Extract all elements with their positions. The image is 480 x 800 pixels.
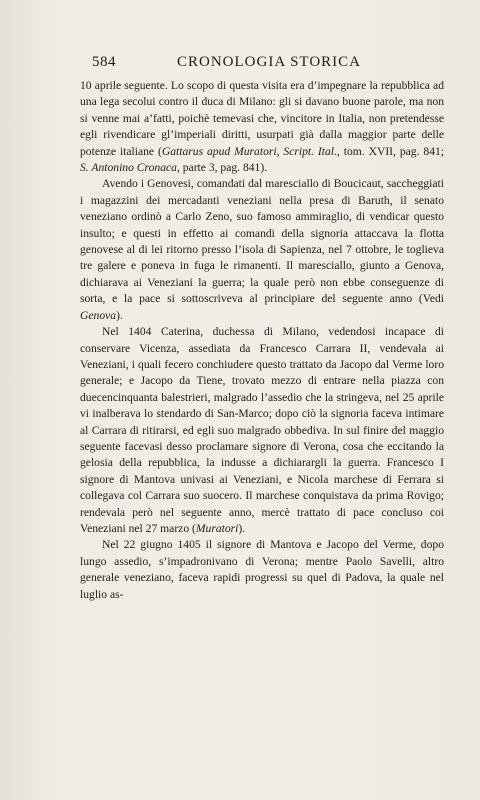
italic-citation: Gattarus apud Muratori, Script. Ital. — [161, 144, 337, 158]
text-run: Avendo i Genovesi, comandati dal maresciallo di Boucicaut, saccheggiati i magazzini dei mercadanti veneziani nella presa di Baruth, il senato veneziano ordinò a Carlo Zeno, suo famoso ammiraglio, di vendicar questo insulto; e questi in effetto ai comandi della signoria attaccava la flotta genovese al di lei ritorno presso l’isola di Sapienza, nel 7 ottobre, le toglieva tre galere e poneva in fuga le rimanenti. Il maresciallo, giunto a Genova, dichiarava ai Veneziani la guerra; la quale però non ebbe conseguenze di sorta, e la pace si sottoscriveva al principiare del seguente anno (Vedi — [80, 177, 444, 306]
italic-citation: S. Antonino Cronaca — [80, 161, 177, 175]
text-run: , tom. XVII, pag. 841; — [336, 144, 445, 158]
italic-citation: Muratori — [195, 521, 239, 535]
running-title: CRONOLOGIA STORICA — [177, 54, 361, 70]
paragraph — [80, 78, 444, 176]
text-run: ). — [238, 521, 246, 535]
text-run: ). — [116, 308, 123, 322]
italic-citation: Genova — [80, 308, 117, 322]
paragraph — [80, 537, 444, 603]
body-text — [80, 78, 444, 603]
paragraph — [80, 176, 444, 324]
text-run: , parte 3, pag. 841). — [176, 161, 268, 175]
text-run: 10 aprile seguente. Lo scopo di questa visita era d’impegnare la repubblica ad una lega secolui contro il duca di Milano: gli si davano buone parole, ma non si venne mai a’fatti, poichè temevasi che, vincitore in Italia, non pretendesse egli rivendicare gl’imperiali diritti, usurpati già dalla maggior parte delle potenze italiane ( — [80, 79, 444, 158]
paragraph — [80, 324, 444, 537]
text-run: Nel 22 giugno 1405 il signore di Mantova e Jacopo del Verme, dopo lungo assedio, s’impadronivano di Verona; mentre Paolo Savelli, altro generale veneziano, faceva rapidi progressi su quel di Padova, la quale nel luglio as- — [80, 538, 444, 601]
page-number: 584 — [92, 54, 116, 70]
page-header — [92, 54, 446, 74]
text-run: Nel 1404 Caterina, duchessa di Milano, vedendosi incapace di conservare Vicenza, assediata da Francesco Carrara II, vendevala ai Veneziani, i quali fecero conchiudere questo trattato da Jacopo dal Verme loro generale; e Jacopo da Tiene, trovato mezzo di entrare nella piazza con duecencinquanta balestrieri, malgrado l’assedio che la stringeva, nel 25 aprile vi inalberava lo stendardo di San-Marco; dopo ciò la signoria faceva intimare al Carrara di ritirarsi, ed egli suo malgrado obbediva. In sul finire del maggio seguente facevasi desso proclamare signore di Verona, cosa che eccitando la gelosia della repubblica, la indusse a dichiarargli la guerra. Francesco I signore di Mantova univasi ai Veneziani, e Nicola marchese di Ferrara si collegava col Carrara suo suocero. Il marchese conquistava da prima Rovigo; rendevala però nel seguente anno, mercè trattato di pace concluso coi Veneziani nel 27 marzo ( — [80, 325, 444, 535]
